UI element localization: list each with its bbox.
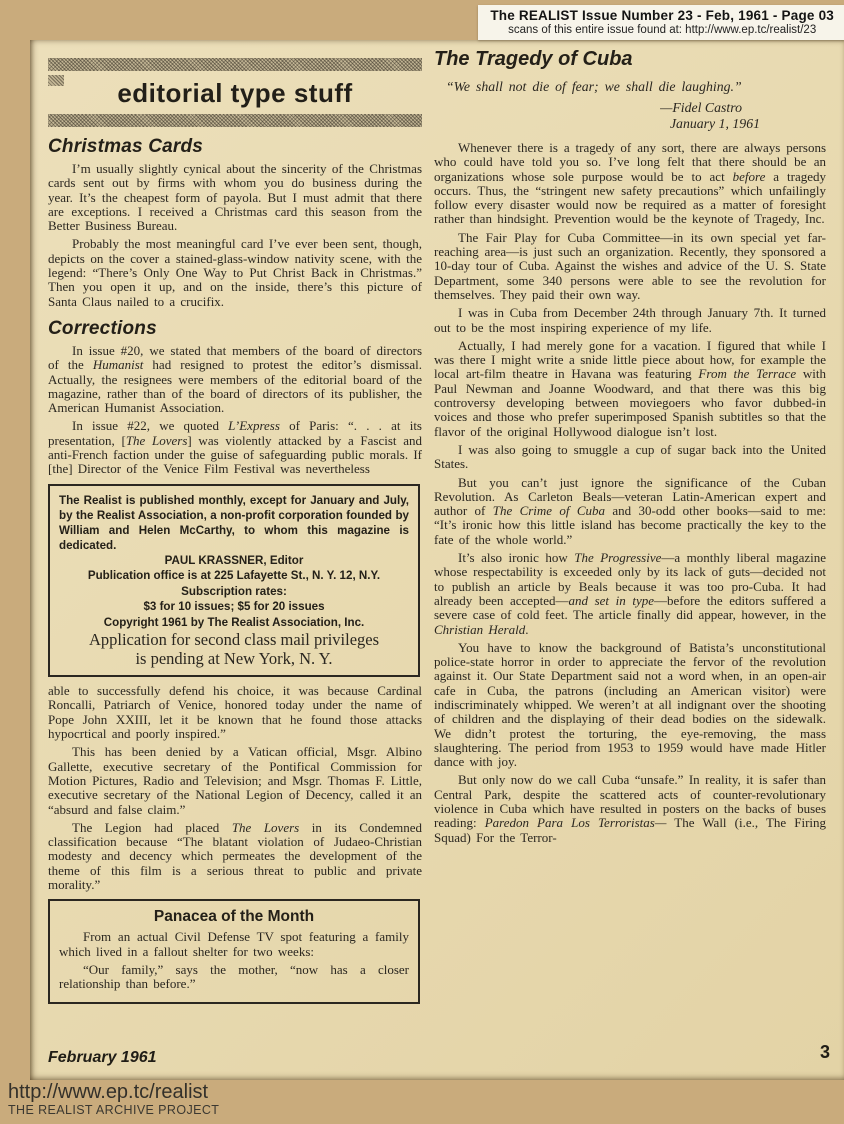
issue-title: The REALIST Issue Number 23 - Feb, 1961 - Page 03	[490, 8, 834, 23]
epigraph-quote: “We shall not die of fear; we shall die laughing.”	[446, 79, 742, 94]
left-column	[48, 58, 422, 1011]
page-date: February 1961	[48, 1049, 157, 1066]
editorial-banner	[48, 71, 422, 114]
masthead-rates: $3 for 10 issues; $5 for 20 issues	[143, 600, 325, 614]
panacea-paragraph: From an actual Civil Defense TV spot featuring a family which lived in a fallout shelter for two weeks:	[59, 929, 409, 959]
magazine-page	[30, 40, 844, 1080]
section-heading-christmas-cards: Christmas Cards	[48, 136, 204, 157]
epigraph-date: January 1, 1961	[669, 116, 760, 131]
banner-hatch-chip	[48, 75, 64, 86]
banner-rule-bottom	[48, 114, 422, 127]
paragraph: able to successfully defend his choice, it was because Cardinal Roncalli, Patriarch of Venice, honored today under the name of Pope John XXIII, let it be known that he found those attacks hypocrtical and poorly inspired.”	[48, 683, 422, 742]
paragraph: Whenever there is a tragedy of any sort, there are always persons who could have told you so. I’ve long felt that there should be an organizations whose sole purpose would be to act before a tragedy occurs. Thus, the “stringent new safety precautions” which unfailingly follow every disaster would now be required as a matter of foresight rather than hindsight. Prevention would be the keynote of Tragedy, Inc.	[434, 140, 826, 227]
archive-footer	[8, 1082, 219, 1117]
archive-url: http://www.ep.tc/realist	[8, 1081, 209, 1103]
issue-scan-url: scans of this entire issue found at: http://www.ep.tc/realist/23	[508, 24, 817, 36]
paragraph: But you can’t just ignore the significance of the Cuban Revolution. As Carleton Beals—veteran Latin-American expert and author of The Crime of Cuba and 30-odd other books—said to me: “It’s ironic how this little island has become practically the key to the fate of the whole world.”	[434, 474, 826, 547]
panacea-title: Panacea of the Month	[153, 908, 315, 926]
paragraph: Probably the most meaningful card I’ve ever been sent, though, depicts on the cover a stained-glass-window nativity scene, with the legend: “There’s Only One Way to Put Christ Back in Christmas.” Then you open it up, and on the inside, there’s this picture of Santa Claus nailed to a crucifix.	[48, 236, 422, 309]
masthead-copyright: Copyright 1961 by The Realist Association, Inc.	[103, 615, 365, 629]
panacea-box	[48, 899, 420, 1004]
paragraph: I was also going to smuggle a cup of sugar back into the United States.	[434, 441, 826, 472]
paragraph: It’s also ironic how The Progressive—a monthly liberal magazine whose respectability is exceeded only by its lack of guts—decided not to publish an article by Beals because it was too pro-Cuba. It had already been accepted—and set in type—before the editors suffered a severe case of cold feet. The article finally did appear, however, in the Christian Herald.	[434, 550, 826, 637]
archive-project-label: THE REALIST ARCHIVE PROJECT	[8, 1103, 220, 1117]
paragraph: But only now do we call Cuba “unsafe.” In reality, it is safer than Central Park, despite the scattered acts of counter-revolutionary violence in Cuba which have resulted in posters on the backs of buses reading: Paredon Para Los Terroristas— The Wall (i.e., The Firing Squad) For the Terror-	[434, 772, 827, 845]
masthead-application-line2: is pending at New York, N. Y.	[135, 649, 333, 669]
epigraph-attribution: —Fidel Castro	[660, 100, 742, 115]
banner-title: editorial type stuff	[117, 78, 353, 108]
panacea-paragraph: “Our family,” says the mother, “now has a closer relationship than before.”	[59, 961, 409, 992]
banner-rule-top	[48, 58, 422, 71]
paragraph: The Fair Play for Cuba Committee—in its own special yet far-reaching area—is just such an organization. Recently, they sponsored a 10-day tour of Cuba. Against the wishes and advice of the U. S. State Department, some 340 persons were able to see the revolution for themselves. They paid their own way.	[434, 229, 826, 302]
article-heading-tragedy-of-cuba: The Tragedy of Cuba	[434, 48, 633, 70]
paragraph: Actually, I had merely gone for a vacation. I figured that while I was there I might write a snide little piece about how, for example the local art-film theatre in Havana was featuring From the Terrace with Paul Newman and Joanne Woodward, and that there was this big controversy developing between moviegoers who favor dubbed-in voices and those who prefer superimposed Spanish subtitles so that the flavor of the original Hollywood dialogue isn’t lost.	[434, 337, 826, 439]
paragraph: The Legion had placed The Lovers in its Condemned classification because “The blatant violation of Judaeo-Christian modesty and decency which permeates the development of the theme of this film is a serious threat to public and private morality.”	[48, 819, 423, 892]
page-number: 3	[819, 1042, 830, 1062]
section-heading-corrections: Corrections	[48, 317, 157, 339]
paragraph: I was in Cuba from December 24th through January 7th. It turned out to be the most inspiring experience of my life.	[434, 305, 826, 335]
paragraph: This has been denied by a Vatican official, Msgr. Albino Gallette, executive secretary of the Pontifical Commission for Motion Pictures, Radio and Television; and Msgr. Thomas F. Little, executive secretary of the National Legion of Decency, called it an “absurd and false claim.”	[48, 744, 422, 817]
paragraph: In issue #20, we stated that members of the board of directors of the Humanist had resigned to protest the editor’s dismissal. Actually, the resignees were members of the editorial board of the magazine, rather than of the board of directors of its publisher, the American Humanist Association.	[48, 342, 422, 416]
masthead-application-line1: Application for second class mail privileges	[88, 630, 380, 650]
masthead-intro: The Realist is published monthly, except for January and July, by the Realist Association, a non-profit corporation founded by William and Helen McCarthy, to whom this magazine is dedicated.	[59, 493, 409, 552]
paragraph: In issue #22, we quoted L’Express of Paris: “. . . at its presentation, [The Lovers] was violently attacked by a Fascist and anti-French faction under the guise of safeguarding public morals. If [the] Director of the Venice Film Festival was nevertheless	[48, 418, 422, 477]
masthead-editor: PAUL KRASSNER, Editor	[164, 553, 304, 567]
paragraph: I’m usually slightly cynical about the sincerity of the Christmas cards sent out by firms with whom you do business during the year. It’s the cheapest form of payola. But I must admit that there are exceptions. I received a Christmas card this season from the Better Business Bureau.	[48, 161, 422, 234]
right-column	[434, 48, 826, 849]
paragraph: You have to know the background of Batista’s unconstitutional police-state horror in order to appreciate the fervor of the revolution against it. Our State Department said not a word when, in an open-air cafe in Cuba, the patrons (including an American visitor) were indiscriminately whipped. We weren’t at all indignant over the shooting of children and the displaying of their dead bodies on the sidewalk. We didn’t protest the torturing, the eye-removing, the mass slaughtering. The period from 1953 to 1959 would have made Hitler dance with joy.	[434, 639, 826, 770]
masthead-rates-label: Subscription rates:	[181, 584, 287, 598]
scan-header-box	[478, 5, 844, 40]
masthead-office: Publication office is at 225 Lafayette St., N. Y. 12, N.Y.	[87, 569, 381, 583]
masthead-box	[48, 484, 420, 678]
